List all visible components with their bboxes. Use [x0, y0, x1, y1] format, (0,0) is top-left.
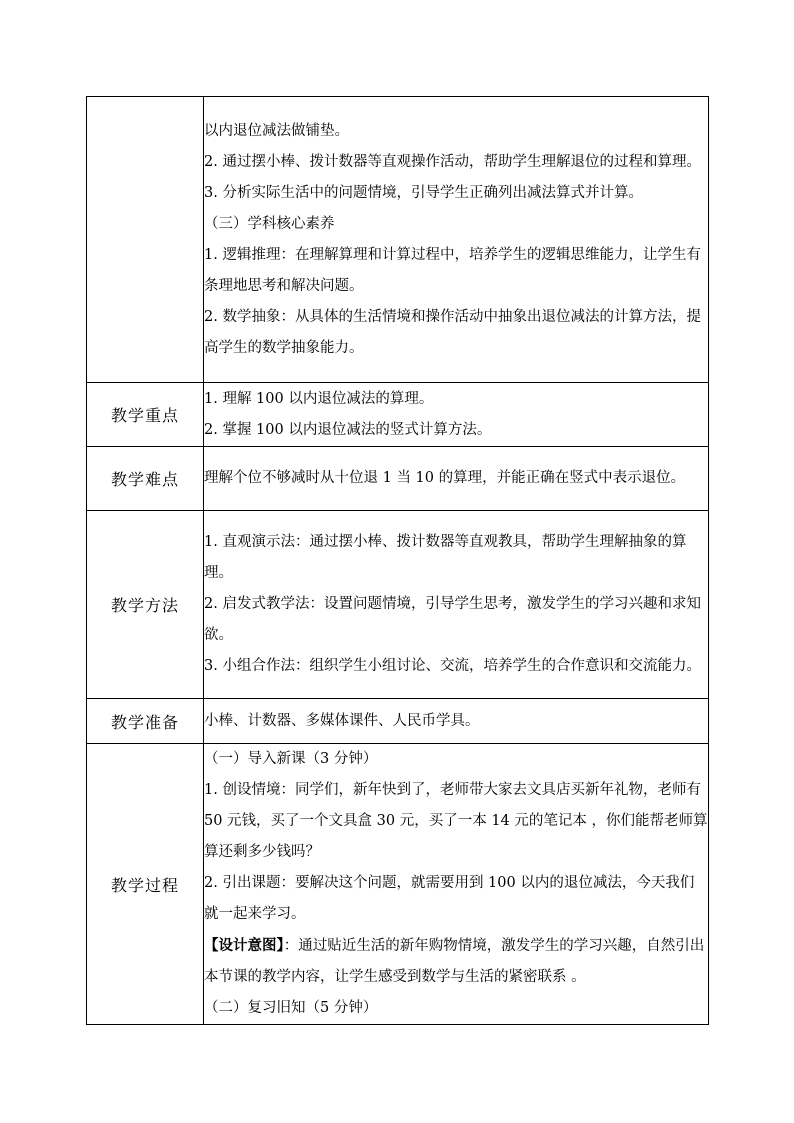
row-label-methods: 教学方法 — [87, 511, 204, 699]
preparation-content — [204, 699, 709, 744]
process-content — [204, 744, 709, 1025]
text-line: 1. 创设情境：同学们，新年快到了，老师带大家去文具店买新年礼物，老师有 50 元钱，买了一个文具盒 30 元，买了一本 14 元的笔记本 ，你们能帮老师算算还剩多少钱吗？ — [204, 782, 708, 860]
difficulties-content — [204, 447, 709, 511]
table-row — [87, 383, 709, 447]
text-line: 理解个位不够减时从十位退 1 当 10 的算理，并能正确在竖式中表示退位。 — [204, 470, 686, 486]
text-line: 2. 启发式教学法：设置问题情境，引导学生思考，激发学生的学习兴趣和求知欲。 — [204, 596, 701, 643]
methods-content — [204, 511, 709, 699]
text-line: 2. 数学抽象：从具体的生活情境和操作活动中抽象出退位减法的计算方法，提高学生的数学抽象能力。 — [204, 308, 701, 356]
section-heading: （一）导入新课（3 分钟） — [204, 751, 378, 767]
text-line: 3. 分析实际生活中的问题情境，引导学生正确列出减法算式并计算。 — [204, 184, 643, 201]
key-points-content — [204, 383, 709, 447]
row-label-difficulties: 教学难点 — [87, 447, 204, 511]
lesson-plan-table — [86, 96, 709, 1025]
table-row — [87, 447, 709, 511]
objectives-content — [204, 97, 709, 383]
text-line: 以内退位减法做铺垫。 — [204, 122, 349, 139]
text-line: 2. 掌握 100 以内退位减法的竖式计算方法。 — [204, 421, 492, 438]
text-line: 小棒、计数器、多媒体课件、人民币学具。 — [204, 712, 480, 729]
design-intent-tag: 【设计意图】 — [204, 937, 284, 954]
table-row — [87, 744, 709, 1025]
design-intent — [204, 930, 708, 993]
section-heading: （三）学科核心素养 — [204, 215, 335, 232]
row-label-process: 教学过程 — [87, 744, 204, 1025]
text-line: 2. 通过摆小棒、拨计数器等直观操作活动，帮助学生理解退位的过程和算理。 — [204, 153, 701, 170]
table-row — [87, 699, 709, 744]
text-line: 1. 理解 100 以内退位减法的算理。 — [204, 390, 434, 407]
table-row — [87, 511, 709, 699]
table-row — [87, 97, 709, 383]
section-heading: （二）复习旧知（5 分钟） — [204, 1000, 378, 1016]
text-line: 1. 直观演示法：通过摆小棒、拨计数器等直观教具，帮助学生理解抽象的算理。 — [204, 534, 687, 581]
row-label — [87, 97, 204, 383]
text-line: 2. 引出课题：要解决这个问题，就需要用到 100 以内的退位减法，今天我们就一起来学习。 — [204, 875, 695, 922]
row-label-preparation: 教学准备 — [87, 699, 204, 744]
row-label-key-points: 教学重点 — [87, 383, 204, 447]
text-line: 1. 逻辑推理：在理解算理和计算过程中，培养学生的逻辑思维能力，让学生有条理地思考和解决问题。 — [204, 246, 701, 294]
design-intent-text: ：通过贴近生活的新年购物情境，激发学生的学习兴趣，自然引出本节课的教学内容，让学生感受到数学与生活的紧密联系 。 — [204, 938, 705, 985]
text-line: 3. 小组合作法：组织学生小组讨论、交流，培养学生的合作意识和交流能力。 — [204, 658, 701, 674]
